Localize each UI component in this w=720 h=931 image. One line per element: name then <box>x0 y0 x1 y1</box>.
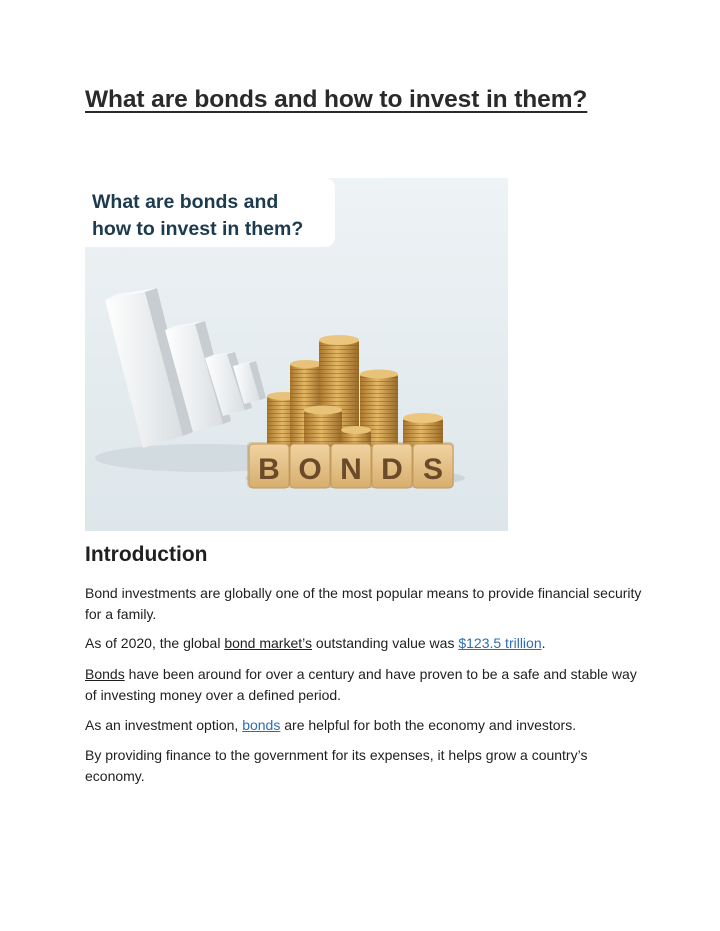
block-s <box>413 444 453 488</box>
block-n <box>331 444 371 488</box>
paragraph-4 <box>85 715 645 736</box>
page-title: What are bonds and how to invest in them? <box>85 86 588 113</box>
block-d <box>372 444 412 488</box>
bonds-link[interactable]: Bonds <box>85 666 125 682</box>
paragraph-3 <box>85 664 645 706</box>
paragraph-5: By providing finance to the government for its expenses, it helps grow a country’s economy. <box>85 747 588 784</box>
paragraph-2-text-c: . <box>541 635 546 651</box>
paragraph-2-text-a: As of 2020, the global <box>85 635 225 651</box>
hero-caption-line2: how to invest in them? <box>92 218 304 240</box>
paragraph-3-text: have been around for over a century and have proven to be a safe and stable way of investing money over a defined period. <box>85 666 637 703</box>
svg-text:B: B <box>258 453 280 486</box>
paragraph-2-text-b: outstanding value was <box>312 635 459 651</box>
bonds-blocks <box>247 442 454 488</box>
paragraph-2 <box>85 633 645 654</box>
block-o <box>290 444 330 488</box>
paragraph-4-text-a: As an investment option, <box>85 717 243 733</box>
paragraph-4-text-b: are helpful for both the economy and investors. <box>280 717 577 733</box>
svg-text:D: D <box>381 453 403 486</box>
hero-image <box>85 178 508 531</box>
bonds-inline-link[interactable]: bonds <box>242 717 281 733</box>
bond-market-link[interactable]: bond market’s <box>224 635 313 651</box>
hero-caption-card <box>85 178 335 247</box>
svg-text:S: S <box>422 453 444 486</box>
trillion-value-link[interactable]: $123.5 trillion <box>458 635 542 651</box>
paragraph-1: Bond investments are globally one of the most popular means to provide financial security for a family. <box>85 585 642 622</box>
svg-text:O: O <box>298 453 322 486</box>
section-heading-introduction: Introduction <box>85 543 208 566</box>
block-b <box>249 444 289 488</box>
hero-caption-line1: What are bonds and <box>92 191 279 213</box>
hero-illustration <box>85 178 508 531</box>
svg-text:N: N <box>340 453 362 486</box>
